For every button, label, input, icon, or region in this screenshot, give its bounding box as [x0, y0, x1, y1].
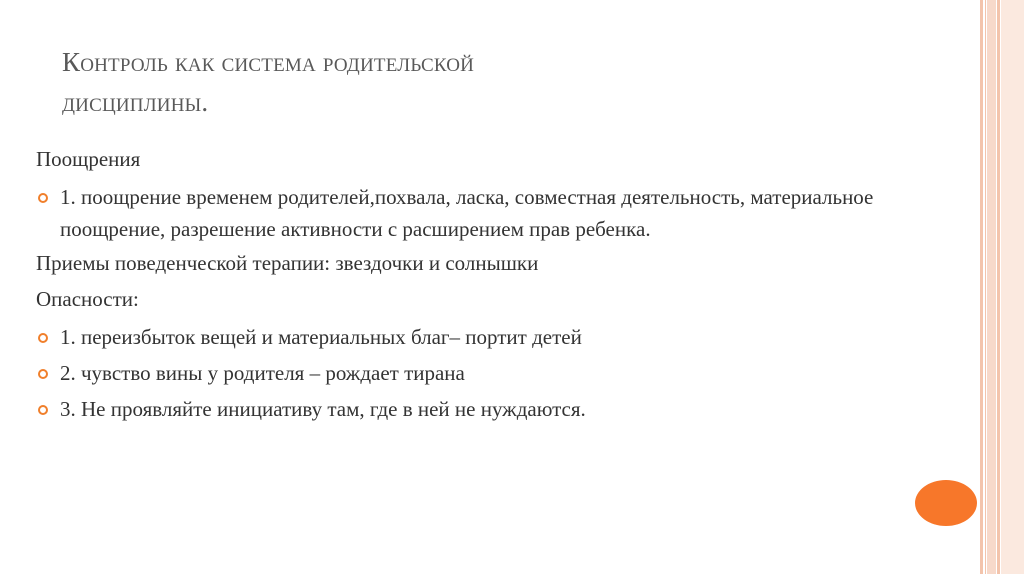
list-item — [36, 357, 916, 389]
bullet-icon — [38, 333, 48, 343]
heading-dangers: Опасности: — [36, 287, 139, 311]
list-item — [36, 393, 916, 425]
list-item-text: 3. Не проявляйте инициативу там, где в ней не нуждаются. — [60, 397, 586, 421]
slide-title-line-1: Контроль как система родительской — [62, 47, 475, 77]
slide-title-line-2: дисциплины. — [62, 87, 209, 117]
stripe — [987, 0, 996, 574]
bullet-icon — [38, 193, 48, 203]
list-item-text: 2. чувство вины у родителя – рождает тирана — [60, 361, 465, 385]
orange-oval-decoration — [915, 480, 977, 526]
bullet-icon — [38, 369, 48, 379]
slide-title — [62, 42, 762, 122]
behavioral-therapy-text: Приемы поведенческой терапии: звездочки и солнышки — [36, 251, 539, 275]
list-item-text: 1. переизбыток вещей и материальных благ– портит детей — [60, 325, 582, 349]
stripe — [1001, 0, 1024, 574]
list-item — [36, 181, 916, 245]
stripe — [980, 0, 983, 574]
decorative-side-stripes — [980, 0, 1024, 574]
bullet-icon — [38, 405, 48, 415]
heading-encouragement: Поощрения — [36, 147, 141, 171]
stripe — [997, 0, 1000, 574]
list-item-text: 1. поощрение временем родителей,похвала, ласка, совместная деятельность, материальное поощрение, разрешение активности с расширением прав ребенка. — [60, 185, 874, 241]
list-item — [36, 321, 916, 353]
slide-content — [36, 145, 916, 429]
stripe — [985, 0, 986, 574]
